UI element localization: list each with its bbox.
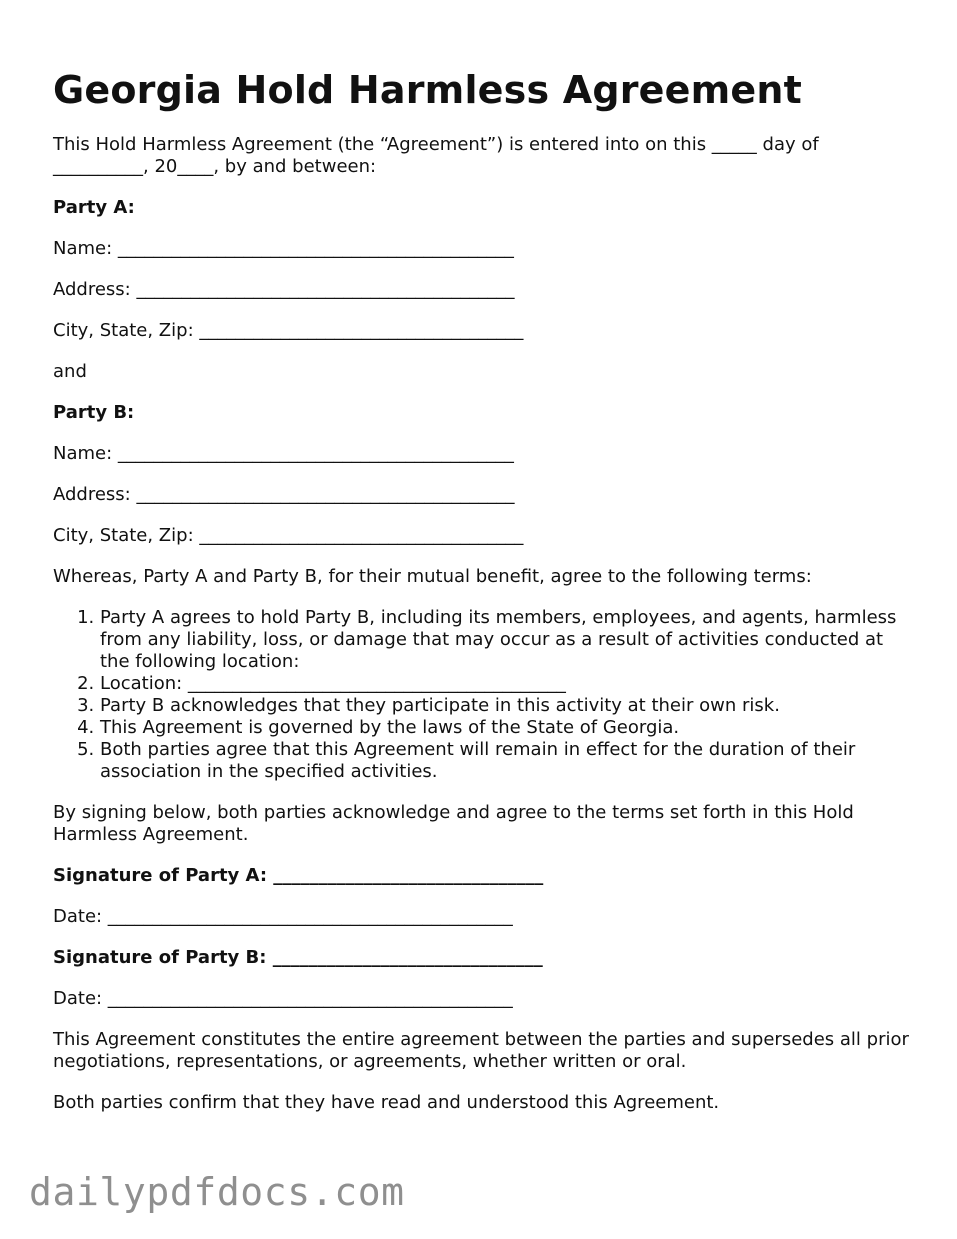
document-page: [53, 66, 913, 1133]
party-a-city-field: City, State, Zip: ____________________________________: [53, 320, 524, 341]
document-title: Georgia Hold Harmless Agreement: [53, 68, 802, 112]
terms-list: [53, 607, 913, 783]
party-a-heading: Party A:: [53, 197, 135, 218]
intro-paragraph: This Hold Harmless Agreement (the “Agreement”) is entered into on this _____ day of __________, 20____, by and between:: [53, 134, 819, 177]
term-item: 5. Both parties agree that this Agreement will remain in effect for the duration of their association in the specified activities.: [100, 739, 913, 783]
signature-party-b: Signature of Party B: ______________________________: [53, 947, 543, 968]
term-item: 3. Party B acknowledges that they participate in this activity at their own risk.: [100, 695, 913, 717]
whereas-paragraph: Whereas, Party A and Party B, for their mutual benefit, agree to the following terms:: [53, 566, 812, 587]
party-b-address-field: Address: __________________________________________: [53, 484, 515, 505]
party-a-name-field: Name: ____________________________________________: [53, 238, 514, 259]
term-item: 4. This Agreement is governed by the laws of the State of Georgia.: [100, 717, 913, 739]
party-b-city-field: City, State, Zip: ____________________________________: [53, 525, 524, 546]
watermark-text: dailypdfdocs.com: [29, 1170, 405, 1214]
signing-statement: By signing below, both parties acknowledge and agree to the terms set forth in this Hold Harmless Agreement.: [53, 802, 854, 845]
signature-party-a: Signature of Party A: ______________________________: [53, 865, 544, 886]
party-b-heading: Party B:: [53, 402, 135, 423]
party-b-name-field: Name: ____________________________________________: [53, 443, 514, 464]
term-item: 1. Party A agrees to hold Party B, including its members, employees, and agents, harmless from any liability, loss, or damage that may occur as a result of activities conducted at the following location:: [100, 607, 913, 673]
date-party-a: Date: _____________________________________________: [53, 906, 513, 927]
confirmation-paragraph: Both parties confirm that they have read and understood this Agreement.: [53, 1092, 720, 1113]
entire-agreement-paragraph: This Agreement constitutes the entire agreement between the parties and supersedes all prior negotiations, representations, or agreements, whether written or oral.: [53, 1029, 909, 1072]
party-a-address-field: Address: __________________________________________: [53, 279, 515, 300]
connector-and: and: [53, 361, 87, 382]
date-party-b: Date: _____________________________________________: [53, 988, 513, 1009]
term-item: 2. Location: __________________________________________: [100, 673, 913, 695]
